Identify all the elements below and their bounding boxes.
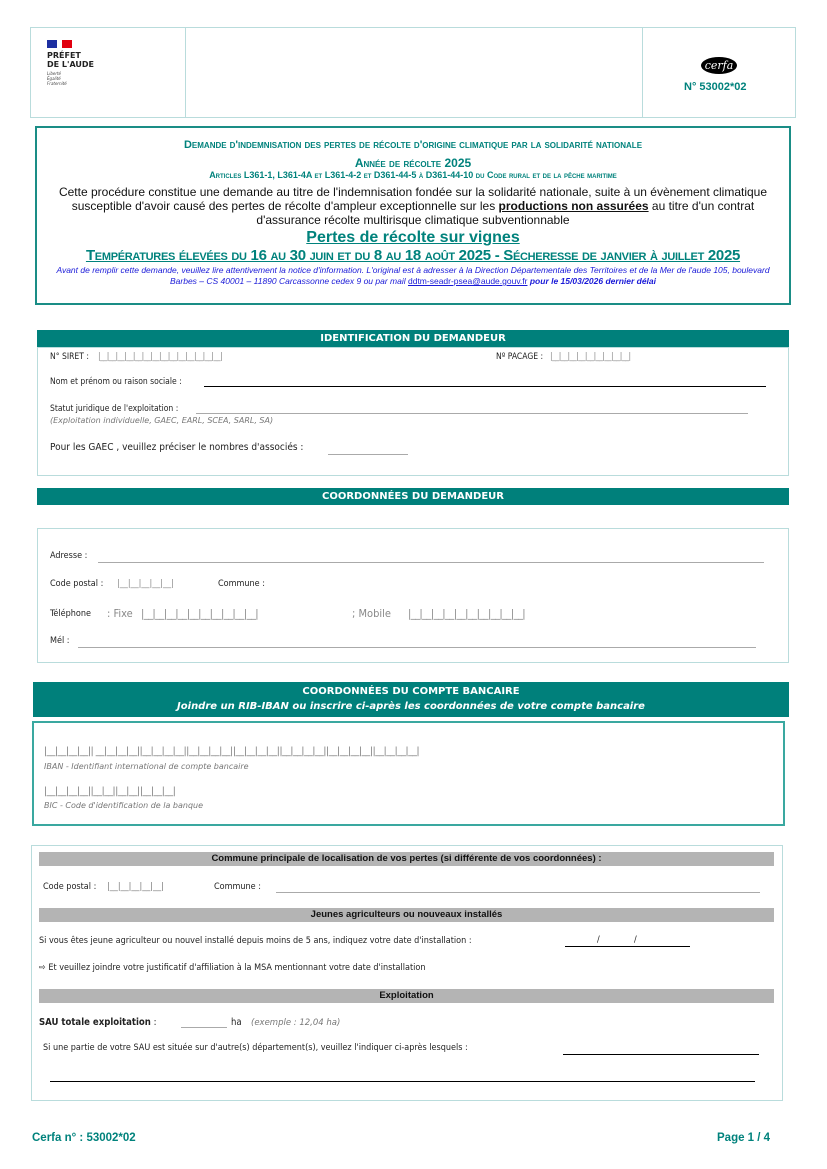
postal-label: Code postal : xyxy=(50,579,104,589)
msa-note: ⇨ Et veuillez joindre votre justificatif d'affiliation à la MSA mentionnant votre date d'installation xyxy=(39,963,426,973)
logo-motto: Liberté Égalité Fraternité xyxy=(47,71,67,86)
logo-text: DE L'AUDE xyxy=(47,60,94,69)
pacage-label: Nº PACAGE : xyxy=(496,352,544,362)
cerfa-logo: cerfa xyxy=(701,57,737,74)
losses-commune-label: Commune : xyxy=(214,882,261,892)
title-block xyxy=(35,126,791,305)
phone-label: Téléphone xyxy=(50,609,91,619)
cerfa-number: N° 53002*02 xyxy=(684,81,747,93)
install-date-field[interactable] xyxy=(565,946,690,947)
footer-cerfa-number: Cerfa n° : 53002*02 xyxy=(32,1132,136,1144)
subtitle: Pertes de récolte sur vignes xyxy=(306,229,520,246)
losses-postal-field[interactable]: |__|__|__|__|__| xyxy=(107,882,164,892)
other-departments-label: Si une partie de votre SAU est située sur d'autre(s) département(s), veuillez l'indiquer ci-après lesquels : xyxy=(43,1043,468,1053)
deadline: pour le 15/03/2026 dernier délai xyxy=(527,276,657,286)
coordinates-heading: COORDONNÉES DU DEMANDEUR xyxy=(37,488,789,505)
header-box xyxy=(30,27,796,118)
event-description: Températures élevées du 16 au 30 juin et du 8 au 18 août 2025 - Sécheresse de janvier à juillet 2025 xyxy=(85,247,741,264)
sau-label xyxy=(39,1017,157,1028)
other-departments-field[interactable] xyxy=(563,1054,759,1055)
intro-text-part: Cette procédure constitue une demande au titre de l'indemnisation fondée sur la solidarité nationale, suite à un évènement climatique susceptible d'avoir causé des pertes de récolte d'ampleur exceptionnelle sur les xyxy=(58,185,768,213)
header-divider xyxy=(642,27,643,118)
logo-text: PRÉFET xyxy=(47,51,81,60)
young-farmers-heading: Jeunes agriculteurs ou nouveaux installés xyxy=(39,908,774,922)
sau-unit: ha xyxy=(231,1017,242,1028)
legal-articles: Articles L361-1, L361-4A et L361-4-2 et D361-44-5 à D361-44-10 du Code rural et de la pêche maritime xyxy=(209,170,617,180)
sau-label-text: SAU totale exploitation xyxy=(39,1017,151,1028)
bic-field[interactable]: |__|__|__|__||__|__||__|__||__|__|__| xyxy=(44,786,176,797)
losses-commune-field[interactable] xyxy=(276,892,760,893)
identification-heading: IDENTIFICATION DU DEMANDEUR xyxy=(37,330,789,347)
header-divider xyxy=(185,27,186,118)
address-field[interactable] xyxy=(98,562,764,563)
bank-heading xyxy=(33,682,789,717)
iban-field[interactable]: |__|__|__|__|| __|__|__|__||__|__|__|__||__|__|__|__||__|__|__|__||__|__|__|__||__|__|__|__||__|__|__|__| xyxy=(44,746,420,757)
status-field[interactable] xyxy=(196,413,748,414)
email-link[interactable]: ddtm-seadr-psea@aude.gouv.fr xyxy=(407,276,528,286)
intro-text-part: au titre d'un contrat d'assurance récolte multirisque climatique subventionnable xyxy=(256,199,755,227)
sau-example: (exemple : 12,04 ha) xyxy=(251,1018,341,1028)
fixe-field[interactable]: |__|__|__|__|__|__|__|__|__|__| xyxy=(141,607,259,620)
marianne-flag xyxy=(47,40,72,48)
address-label: Adresse : xyxy=(50,551,88,561)
name-label: Nom et prénom ou raison sociale : xyxy=(50,377,182,387)
date-separator: / xyxy=(634,935,637,945)
commune-label: Commune : xyxy=(218,579,265,589)
bank-heading-title: COORDONNÉES DU COMPTE BANCAIRE xyxy=(302,686,520,697)
status-label: Statut juridique de l'exploitation : xyxy=(50,404,179,414)
losses-heading: Commune principale de localisation de vos pertes (si différente de vos coordonnées) : xyxy=(39,852,774,866)
coordinates-box xyxy=(37,528,789,663)
page-number: Page 1 / 4 xyxy=(717,1132,771,1144)
install-date-question: Si vous êtes jeune agriculteur ou nouvel installé depuis moins de 5 ans, indiquez votre date d'installation : xyxy=(39,936,472,946)
siret-label: N° SIRET : xyxy=(50,352,89,362)
sau-colon: : xyxy=(150,1017,157,1028)
form-title: Demande d'indemnisation des pertes de récolte d'origine climatique par la solidarité nationale xyxy=(183,139,643,151)
email-label: Mél : xyxy=(50,636,70,646)
email-field[interactable] xyxy=(78,647,756,648)
status-hint: (Exploitation individuelle, GAEC, EARL, SCEA, SARL, SA) xyxy=(50,416,274,425)
bank-box xyxy=(32,721,785,826)
pacage-field[interactable]: |__|__|__|__|__|__|__|__|__| xyxy=(550,352,631,362)
exploitation-heading: Exploitation xyxy=(39,989,774,1003)
name-field[interactable] xyxy=(204,386,766,387)
siret-field[interactable]: |__|__|__|__|__|__|__|__|__|__|__|__|__|__| xyxy=(98,352,223,362)
other-departments-field-line2[interactable] xyxy=(50,1081,755,1082)
sau-field[interactable] xyxy=(181,1027,227,1028)
date-separator: / xyxy=(597,935,600,945)
mobile-field[interactable]: |__|__|__|__|__|__|__|__|__|__| xyxy=(408,607,526,620)
mobile-label: ; Mobile xyxy=(352,607,391,620)
fixe-label: : Fixe xyxy=(107,607,133,620)
notice xyxy=(47,265,779,287)
losses-postal-label: Code postal : xyxy=(43,882,97,892)
harvest-year: Année de récolte 2025 xyxy=(354,156,472,170)
prefet-logo xyxy=(47,40,94,86)
iban-label: IBAN - Identifiant international de compte bancaire xyxy=(44,762,249,771)
bank-heading-subtitle: Joindre un RIB-IBAN ou inscrire ci-après les coordonnées de votre compte bancaire xyxy=(177,701,645,712)
gaec-label: Pour les GAEC , veuillez préciser le nombres d'associés : xyxy=(50,442,304,453)
notice-text: Avant de remplir cette demande, veuillez lire attentivement la notice d'information. L'original est à adresser à la Direction Départementale des Territoires et de la Mer de l'aude 105, boulevard Barbes – CS 40001 – 11890 Carcassonne cedex 9 ou par mail xyxy=(56,265,770,286)
intro-text xyxy=(45,185,781,227)
gaec-associates-field[interactable] xyxy=(328,454,408,455)
bic-label: BIC - Code d'identification de la banque xyxy=(44,801,204,810)
intro-bold: productions non assurées xyxy=(498,199,649,213)
postal-field[interactable]: |__|__|__|__|__| xyxy=(117,579,174,589)
